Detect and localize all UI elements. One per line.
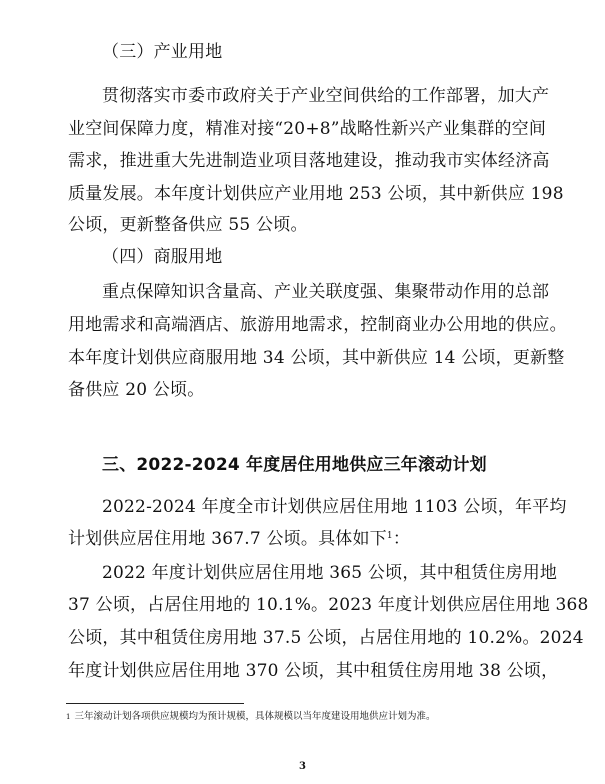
paragraph-line: 37 公顷，占居住用地的 10.1%。2023 年度计划供应居住用地 368	[68, 595, 589, 615]
footnote	[66, 711, 435, 723]
paragraph-line: 业空间保障力度，精准对接“20+8”战略性新兴产业集群的空间	[68, 119, 547, 139]
paragraph-line-with-footnote	[68, 529, 410, 549]
section-heading-commercial-land: （四）商服用地	[102, 247, 223, 267]
paragraph-line: 本年度计划供应商服用地 34 公顷，其中新供应 14 公顷，更新整	[68, 348, 565, 368]
footnote-reference[interactable]: 1	[386, 531, 393, 541]
paragraph-line: 需求，推进重大先进制造业项目落地建设，推动我市实体经济高	[68, 151, 550, 171]
footnote-divider	[66, 703, 244, 704]
paragraph-line: 公顷，其中租赁住房用地 37.5 公顷，占居住用地的 10.2%。2024	[68, 628, 584, 648]
paragraph-line: 重点保障知识含量高、产业关联度强、集聚带动作用的总部	[102, 282, 550, 302]
paragraph-line: 用地需求和高端酒店、旅游用地需求，控制商业办公用地的供应。	[68, 315, 567, 335]
paragraph-line: 2022 年度计划供应居住用地 365 公顷，其中租赁住房用地	[102, 563, 558, 583]
paragraph-line: 2022-2024 年度全市计划供应居住用地 1103 公顷，年平均	[102, 497, 567, 517]
paragraph-line: 质量发展。本年度计划供应产业用地 253 公顷，其中新供应 198	[68, 184, 564, 204]
paragraph-line: 贯彻落实市委市政府关于产业空间供给的工作部署，加大产	[102, 86, 550, 106]
paragraph-line: 年度计划供应居住用地 370 公顷，其中租赁住房用地 38 公顷，	[68, 661, 559, 681]
footnote-marker: 1	[66, 713, 71, 721]
section-heading-industrial-land: （三）产业用地	[102, 42, 223, 62]
paragraph-colon: ：	[392, 529, 411, 549]
footnote-text: 三年滚动计划各项供应规模均为预计规模，具体规模以当年度建设用地供应计划为准。	[74, 711, 436, 722]
paragraph-line: 公顷，更新整备供应 55 公顷。	[68, 215, 308, 235]
paragraph-text: 计划供应居住用地 367.7 公顷。具体如下	[68, 529, 387, 549]
paragraph-line: 备供应 20 公顷。	[68, 380, 205, 400]
page-number: 3	[299, 761, 306, 772]
section-heading-residential-plan: 三、2022-2024 年度居住用地供应三年滚动计划	[102, 455, 487, 475]
